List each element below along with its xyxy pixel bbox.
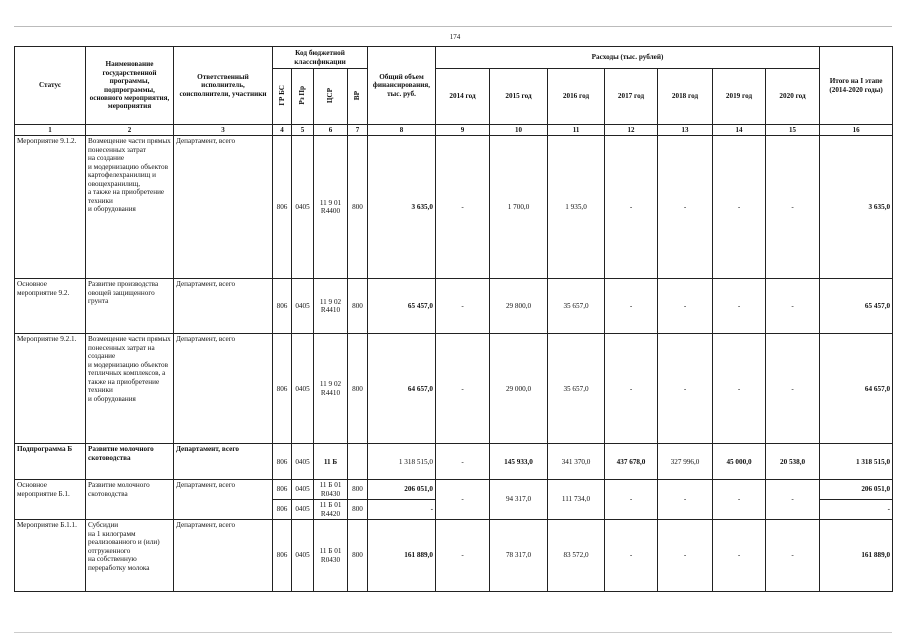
header-total-volume: Общий объем финансирования, тыс. руб. bbox=[368, 47, 436, 125]
row-status: Мероприятие Б.1.1. bbox=[15, 520, 86, 592]
row-y2016: 111 734,0 bbox=[548, 480, 605, 520]
row-rzpr: 0405 bbox=[292, 480, 314, 500]
row-csr: 11 Б 01 R0430 bbox=[314, 480, 348, 500]
row-total: - bbox=[368, 500, 436, 520]
row-y2017: 437 678,0 bbox=[605, 444, 658, 480]
page-number: 174 bbox=[449, 33, 461, 41]
row-itogo: 206 051,0 bbox=[820, 480, 893, 500]
row-y2020: - bbox=[766, 480, 820, 520]
row-vr: 800 bbox=[348, 520, 368, 592]
row-executor: Департамент, всего bbox=[174, 520, 273, 592]
row-grbs: 806 bbox=[273, 480, 292, 500]
row-y2018: - bbox=[658, 520, 713, 592]
row-vr: 800 bbox=[348, 480, 368, 500]
col-number: 6 bbox=[314, 125, 348, 136]
row-status: Основное мероприятие Б.1. bbox=[15, 480, 86, 520]
row-status: Основное мероприятие 9.2. bbox=[15, 279, 86, 334]
row-y2017: - bbox=[605, 136, 658, 279]
row-y2020: 20 538,0 bbox=[766, 444, 820, 480]
row-rzpr: 0405 bbox=[292, 520, 314, 592]
row-y2020: - bbox=[766, 136, 820, 279]
row-vr: 800 bbox=[348, 334, 368, 444]
row-total: 64 657,0 bbox=[368, 334, 436, 444]
row-csr: 11 9 02 R4410 bbox=[314, 279, 348, 334]
row-executor: Департамент, всего bbox=[174, 279, 273, 334]
row-name: Развитие производства овощей защищенного грунта bbox=[86, 279, 174, 334]
row-vr: 800 bbox=[348, 500, 368, 520]
row-itogo: 65 457,0 bbox=[820, 279, 893, 334]
row-total: 65 457,0 bbox=[368, 279, 436, 334]
header-year-2019: 2019 год bbox=[713, 69, 766, 125]
row-y2016: 35 657,0 bbox=[548, 279, 605, 334]
row-y2020: - bbox=[766, 334, 820, 444]
row-name: Возмещение части прямых понесенных затрат на создание и модернизацию объектов картофелехранилищ и овощехранилищ, а также на приобретение техники и оборудования bbox=[86, 136, 174, 279]
col-number: 12 bbox=[605, 125, 658, 136]
row-y2015: 145 933,0 bbox=[490, 444, 548, 480]
row-status: Мероприятие 9.1.2. bbox=[15, 136, 86, 279]
header-itogo: Итого на I этапе (2014-2020 годы) bbox=[820, 47, 893, 125]
row-name: Субсидии на 1 килограмм реализованного и (или) отгруженного на собственную переработку молока bbox=[86, 520, 174, 592]
header-status: Статус bbox=[15, 47, 86, 125]
row-y2019: - bbox=[713, 520, 766, 592]
row-y2016: 1 935,0 bbox=[548, 136, 605, 279]
row-y2018: - bbox=[658, 334, 713, 444]
row-csr: 11 Б 01 R4420 bbox=[314, 500, 348, 520]
col-number: 11 bbox=[548, 125, 605, 136]
row-y2014: - bbox=[436, 334, 490, 444]
row-total: 3 635,0 bbox=[368, 136, 436, 279]
col-number: 13 bbox=[658, 125, 713, 136]
row-y2014: - bbox=[436, 444, 490, 480]
header-year-2020: 2020 год bbox=[766, 69, 820, 125]
col-number: 5 bbox=[292, 125, 314, 136]
row-y2019: - bbox=[713, 334, 766, 444]
row-y2015: 29 000,0 bbox=[490, 334, 548, 444]
header-expenses: Расходы (тыс. рублей) bbox=[436, 47, 820, 69]
row-y2017: - bbox=[605, 334, 658, 444]
row-y2014: - bbox=[436, 520, 490, 592]
row-y2016: 35 657,0 bbox=[548, 334, 605, 444]
col-number: 4 bbox=[273, 125, 292, 136]
row-executor: Департамент, всего bbox=[174, 480, 273, 520]
header-rzpr: Рз Пр bbox=[298, 85, 307, 105]
row-y2017: - bbox=[605, 520, 658, 592]
table-row bbox=[15, 480, 893, 500]
header-year-2014: 2014 год bbox=[436, 69, 490, 125]
header-year-2015: 2015 год bbox=[490, 69, 548, 125]
header-vr: ВР bbox=[353, 90, 362, 100]
col-number: 1 bbox=[15, 125, 86, 136]
bottom-rule bbox=[14, 632, 892, 633]
row-y2018: 327 996,0 bbox=[658, 444, 713, 480]
row-grbs: 806 bbox=[273, 500, 292, 520]
row-y2014: - bbox=[436, 136, 490, 279]
row-executor: Департамент, всего bbox=[174, 136, 273, 279]
row-y2014: - bbox=[436, 279, 490, 334]
row-name: Возмещение части прямых понесенных затрат на создание и модернизацию объектов тепличных комплексов, а также на приобретение техники и оборудования bbox=[86, 334, 174, 444]
row-y2015: 1 700,0 bbox=[490, 136, 548, 279]
table-row bbox=[15, 136, 893, 279]
row-itogo: 161 889,0 bbox=[820, 520, 893, 592]
row-csr: 11 9 01 R4400 bbox=[314, 136, 348, 279]
col-number: 2 bbox=[86, 125, 174, 136]
header-grbs: ГР БС bbox=[277, 84, 286, 106]
row-y2015: 94 317,0 bbox=[490, 480, 548, 520]
table-row bbox=[15, 279, 893, 334]
col-number: 7 bbox=[348, 125, 368, 136]
row-y2017: - bbox=[605, 279, 658, 334]
col-number: 8 bbox=[368, 125, 436, 136]
row-itogo: - bbox=[820, 500, 893, 520]
col-number: 14 bbox=[713, 125, 766, 136]
row-y2018: - bbox=[658, 480, 713, 520]
row-y2020: - bbox=[766, 279, 820, 334]
row-y2016: 83 572,0 bbox=[548, 520, 605, 592]
row-y2019: - bbox=[713, 279, 766, 334]
table-row bbox=[15, 444, 893, 480]
row-vr bbox=[348, 444, 368, 480]
row-csr: 11 Б bbox=[314, 444, 348, 480]
row-rzpr: 0405 bbox=[292, 334, 314, 444]
header-budget-code: Код бюджетной классификации bbox=[273, 47, 368, 69]
table-row bbox=[15, 520, 893, 592]
row-csr: 11 Б 01 R0430 bbox=[314, 520, 348, 592]
col-number: 15 bbox=[766, 125, 820, 136]
col-number: 10 bbox=[490, 125, 548, 136]
row-y2018: - bbox=[658, 279, 713, 334]
row-y2015: 78 317,0 bbox=[490, 520, 548, 592]
row-y2015: 29 800,0 bbox=[490, 279, 548, 334]
header-year-2016: 2016 год bbox=[548, 69, 605, 125]
row-y2016: 341 370,0 bbox=[548, 444, 605, 480]
row-y2020: - bbox=[766, 520, 820, 592]
col-number: 9 bbox=[436, 125, 490, 136]
row-y2014: - bbox=[436, 480, 490, 520]
row-rzpr: 0405 bbox=[292, 500, 314, 520]
top-rule bbox=[14, 26, 892, 27]
table-row bbox=[15, 334, 893, 444]
row-executor: Департамент, всего bbox=[174, 334, 273, 444]
row-total: 1 318 515,0 bbox=[368, 444, 436, 480]
row-total: 206 051,0 bbox=[368, 480, 436, 500]
header-year-2018: 2018 год bbox=[658, 69, 713, 125]
row-status: Подпрограмма Б bbox=[15, 444, 86, 480]
header-csr: ЦСР bbox=[326, 87, 335, 103]
row-status: Мероприятие 9.2.1. bbox=[15, 334, 86, 444]
row-vr: 800 bbox=[348, 136, 368, 279]
header-year-2017: 2017 год bbox=[605, 69, 658, 125]
col-number: 16 bbox=[820, 125, 893, 136]
row-name: Развитие молочного скотоводства bbox=[86, 444, 174, 480]
row-grbs: 806 bbox=[273, 520, 292, 592]
row-y2019: 45 000,0 bbox=[713, 444, 766, 480]
row-csr: 11 9 02 R4410 bbox=[314, 334, 348, 444]
row-y2019: - bbox=[713, 136, 766, 279]
row-name: Развитие молочного скотоводства bbox=[86, 480, 174, 520]
row-grbs: 806 bbox=[273, 136, 292, 279]
row-itogo: 1 318 515,0 bbox=[820, 444, 893, 480]
row-grbs: 806 bbox=[273, 279, 292, 334]
row-executor: Департамент, всего bbox=[174, 444, 273, 480]
header-name: Наименование государственной программы, подпрограммы, основного мероприятия, мероприятия bbox=[86, 47, 174, 125]
row-grbs: 806 bbox=[273, 334, 292, 444]
row-rzpr: 0405 bbox=[292, 444, 314, 480]
row-grbs: 806 bbox=[273, 444, 292, 480]
row-vr: 800 bbox=[348, 279, 368, 334]
row-y2019: - bbox=[713, 480, 766, 520]
row-itogo: 64 657,0 bbox=[820, 334, 893, 444]
row-rzpr: 0405 bbox=[292, 136, 314, 279]
row-y2018: - bbox=[658, 136, 713, 279]
row-total: 161 889,0 bbox=[368, 520, 436, 592]
header-executor: Ответственный исполнитель, соисполнители, участники bbox=[174, 47, 273, 125]
col-number: 3 bbox=[174, 125, 273, 136]
row-rzpr: 0405 bbox=[292, 279, 314, 334]
row-y2017: - bbox=[605, 480, 658, 520]
budget-table bbox=[14, 46, 893, 592]
row-itogo: 3 635,0 bbox=[820, 136, 893, 279]
